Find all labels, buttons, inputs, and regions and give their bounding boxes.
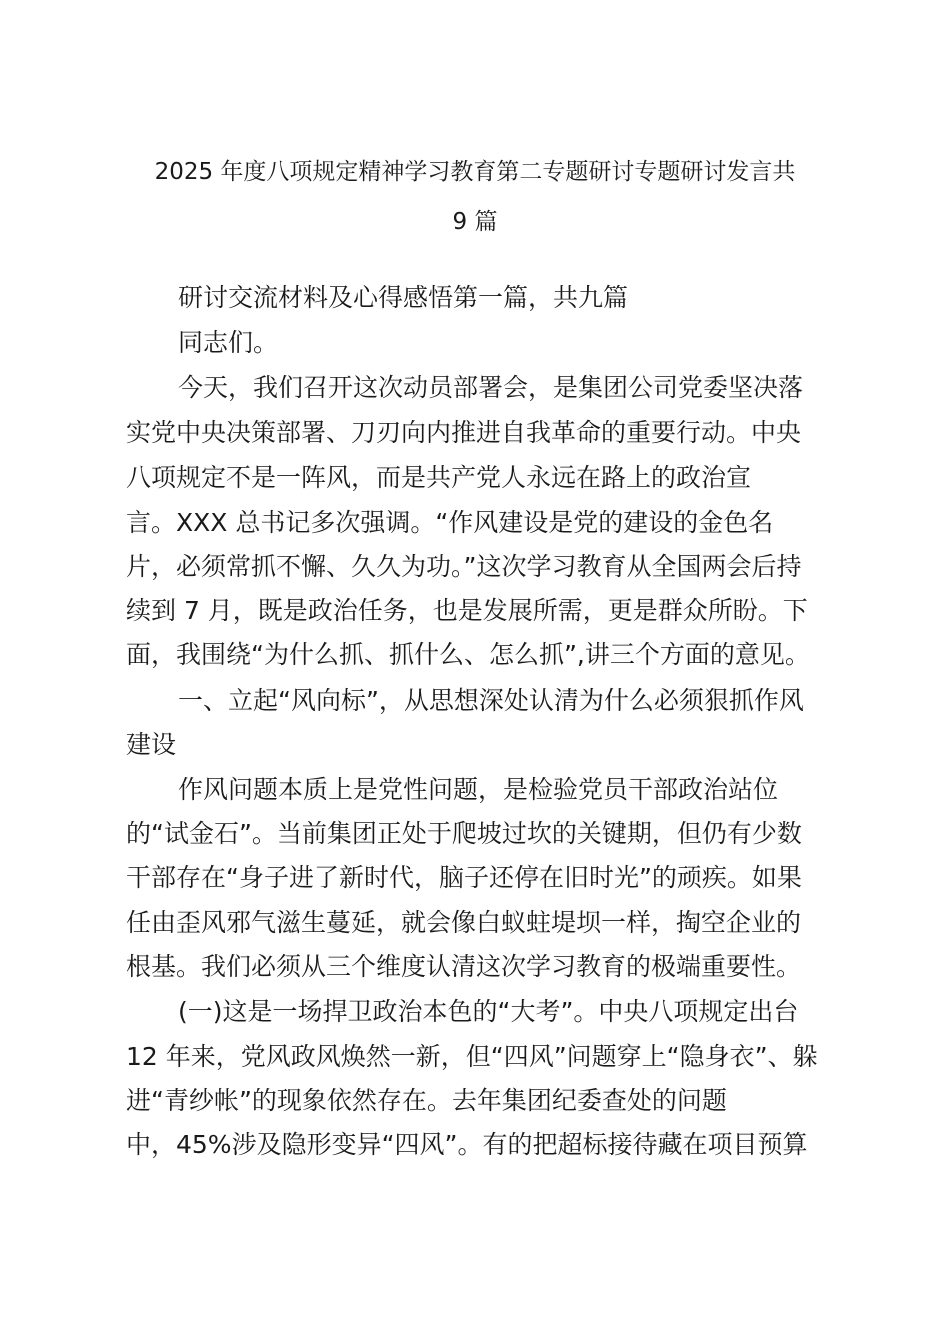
text-line: 续到 7 月，既是政治任务，也是发展所需，更是群众所盼。下 bbox=[126, 596, 808, 625]
text-line: 研讨交流材料及心得感悟第一篇，共九篇 bbox=[178, 283, 629, 312]
text-line: 任由歪风邪气滋生蔓延，就会像白蚁蛀堤坝一样，掏空企业的 bbox=[126, 908, 802, 937]
text-line: 面，我围绕“为什么抓、抓什么、怎么抓”,讲三个方面的意见。 bbox=[126, 640, 810, 669]
text-line: 同志们。 bbox=[178, 328, 279, 357]
text-line: 言。XXX 总书记多次强调。“作风建设是党的建设的金色名 bbox=[126, 508, 774, 537]
text-line: 今天，我们召开这次动员部署会，是集团公司党委坚决落 bbox=[178, 373, 804, 402]
text-line: 中，45%涉及隐形变异“四风”。有的把超标接待藏在项目预算 bbox=[126, 1130, 808, 1159]
text-line: 干部存在“身子进了新时代，脑子还停在旧时光”的顽疾。如果 bbox=[126, 863, 802, 892]
text-line: 根基。我们必须从三个维度认清这次学习教育的极端重要性。 bbox=[126, 952, 802, 981]
text-line: 八项规定不是一阵风，而是共产党人永远在路上的政治宣 bbox=[126, 463, 752, 492]
document-title-line-2: 9 篇 bbox=[452, 209, 498, 235]
text-line: (一)这是一场捍卫政治本色的“大考”。中央八项规定出台 bbox=[178, 997, 799, 1026]
text-line: 实党中央决策部署、刀刃向内推进自我革命的重要行动。中央 bbox=[126, 418, 802, 447]
section-heading-line: 建设 bbox=[126, 730, 177, 759]
text-line: 的“试金石”。当前集团正处于爬坡过坎的关键期，但仍有少数 bbox=[126, 819, 802, 848]
document-title-line-1: 2025 年度八项规定精神学习教育第二专题研讨专题研讨发言共 bbox=[154, 159, 796, 185]
text-line: 作风问题本质上是党性问题，是检验党员干部政治站位 bbox=[178, 775, 779, 804]
text-line: 进“青纱帐”的现象依然存在。去年集团纪委查处的问题 bbox=[126, 1086, 727, 1115]
section-heading-line: 一、立起“风向标”，从思想深处认清为什么必须狠抓作风 bbox=[178, 686, 804, 715]
text-line: 12 年来，党风政风焕然一新，但“四风”问题穿上“隐身衣”、躲 bbox=[126, 1042, 818, 1071]
text-line: 片，必须常抓不懈、久久为功。”这次学习教育从全国两会后持 bbox=[126, 552, 802, 581]
